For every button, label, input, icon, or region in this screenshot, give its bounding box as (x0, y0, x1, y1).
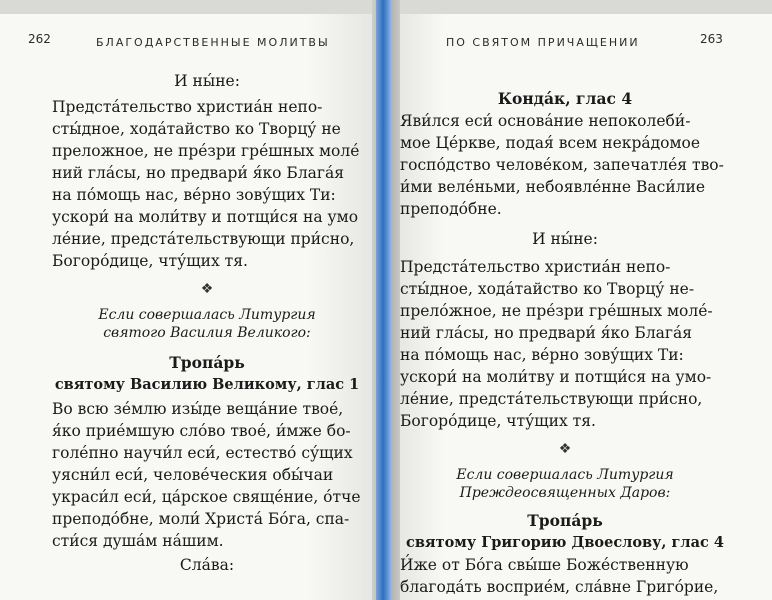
running-head-left: БЛАГОДАРСТВЕННЫЕ МОЛИТВЫ (96, 36, 330, 49)
rubric-line: Если совершалась Литургия (98, 307, 316, 323)
text-line: Богоро́дице, чту́щих тя. (400, 412, 596, 430)
italic-rubric (52, 306, 362, 342)
text-line: Предста́тельство христиа́н непо- (52, 98, 323, 116)
text-line: ний гла́сы, но предвари́ я́ко Блага́я (400, 324, 693, 342)
text-line: украси́л еси́, ца́рское свяще́ние, о́тче (52, 488, 361, 506)
text-line: ле́ние, предста́тельствующи при́сно, (400, 390, 703, 408)
text-line: и́ми веле́ньми, небоявле́нне Васи́лие (400, 178, 706, 196)
text-line: мое Це́ркве, подая́ всем некра́домое (400, 134, 701, 152)
rubric-line: святого Василия Великого: (103, 325, 311, 341)
text-line: И́же от Бо́га свы́ше Боже́ственную (400, 556, 689, 574)
text-line: голе́пно научи́л еси́, естество́ су́щих (52, 444, 353, 462)
troparion-text (52, 398, 362, 552)
text-line: Во всю зе́млю изы́де веща́ние твое́, (52, 400, 344, 418)
troparion-text-right (400, 554, 730, 598)
heading-i-nyne: И ны́не: (174, 72, 240, 90)
text-line: Богоро́дице, чту́щих тя. (52, 252, 248, 270)
page-number-right: 263 (700, 32, 723, 46)
text-line: преподо́бне. (400, 200, 502, 218)
rubric-line: Преждеосвященных Даров: (459, 485, 671, 501)
kontakion-heading: Конда́к, глас 4 (497, 89, 633, 108)
text-line: уясни́л еси́, челове́ческия обы́чаи (52, 466, 334, 484)
text-line: сты́дное, хода́тайство ко Творцу́ не- (400, 280, 695, 298)
troparion-subheading: святому Василию Великому, глас 1 (54, 376, 360, 393)
ornament-icon: ❖ (200, 281, 214, 297)
text-line: на по́мощь нас, ве́рно зову́щих Ти: (400, 346, 684, 364)
troparion-subheading-right: святому Григорию Двоеслову, глас 4 (406, 534, 724, 551)
rubric-line: Если совершалась Литургия (456, 467, 674, 483)
troparion-heading-right: Тропа́рь (527, 511, 603, 530)
text-line: я́ко прие́мшую сло́во твое́, и́мже бо- (52, 422, 351, 440)
text-line: Предста́тельство христиа́н непо- (400, 258, 671, 276)
slava-footer: Сла́ва: (179, 556, 235, 574)
text-line: сти́ся душа́м на́шим. (52, 532, 224, 550)
text-line: ускори́ на моли́тву и потщи́ся на умо (52, 208, 359, 226)
right-text-block (400, 88, 730, 598)
heading-i-nyne-right: И ны́не: (532, 230, 598, 248)
ornament-icon: ❖ (558, 441, 572, 457)
text-line: благода́ть восприе́м, сла́вне Григо́рие, (400, 578, 719, 596)
prayer-paragraph-right (400, 256, 730, 432)
right-page (386, 14, 772, 600)
running-head-right: ПО СВЯТОМ ПРИЧАЩЕНИИ (446, 36, 640, 49)
text-line: преподо́бне, моли́ Христа́ Бо́га, спа- (52, 510, 350, 528)
text-line: ускори́ на моли́тву и потщи́ся на умо- (400, 368, 712, 386)
text-line: ний гла́сы, но предвари́ я́ко Блага́я (52, 164, 345, 182)
text-line: ле́ние, предста́тельствующи при́сно, (52, 230, 355, 248)
italic-rubric-right (400, 466, 730, 502)
text-line: Яви́лся еси́ основа́ние непоколеби́- (400, 112, 691, 130)
troparion-heading: Тропа́рь (169, 353, 245, 372)
page-number-left: 262 (28, 32, 51, 46)
text-line: сты́дное, хода́тайство ко Творцу́ не (52, 120, 341, 138)
text-line: на по́мощь нас, ве́рно зову́щих Ти: (52, 186, 336, 204)
bookmark-ribbon (376, 0, 392, 600)
prayer-paragraph (52, 96, 362, 272)
left-text-block (52, 70, 362, 576)
text-line: прело́жное, не пре́зри гре́шных моле́- (400, 302, 713, 320)
text-line: госпо́дство челове́ком, запечатле́я тво- (400, 156, 724, 174)
kontakion-text (400, 110, 730, 220)
text-line: преложное, не пре́зри гре́шных моле́ (52, 142, 360, 160)
left-page (0, 14, 384, 600)
